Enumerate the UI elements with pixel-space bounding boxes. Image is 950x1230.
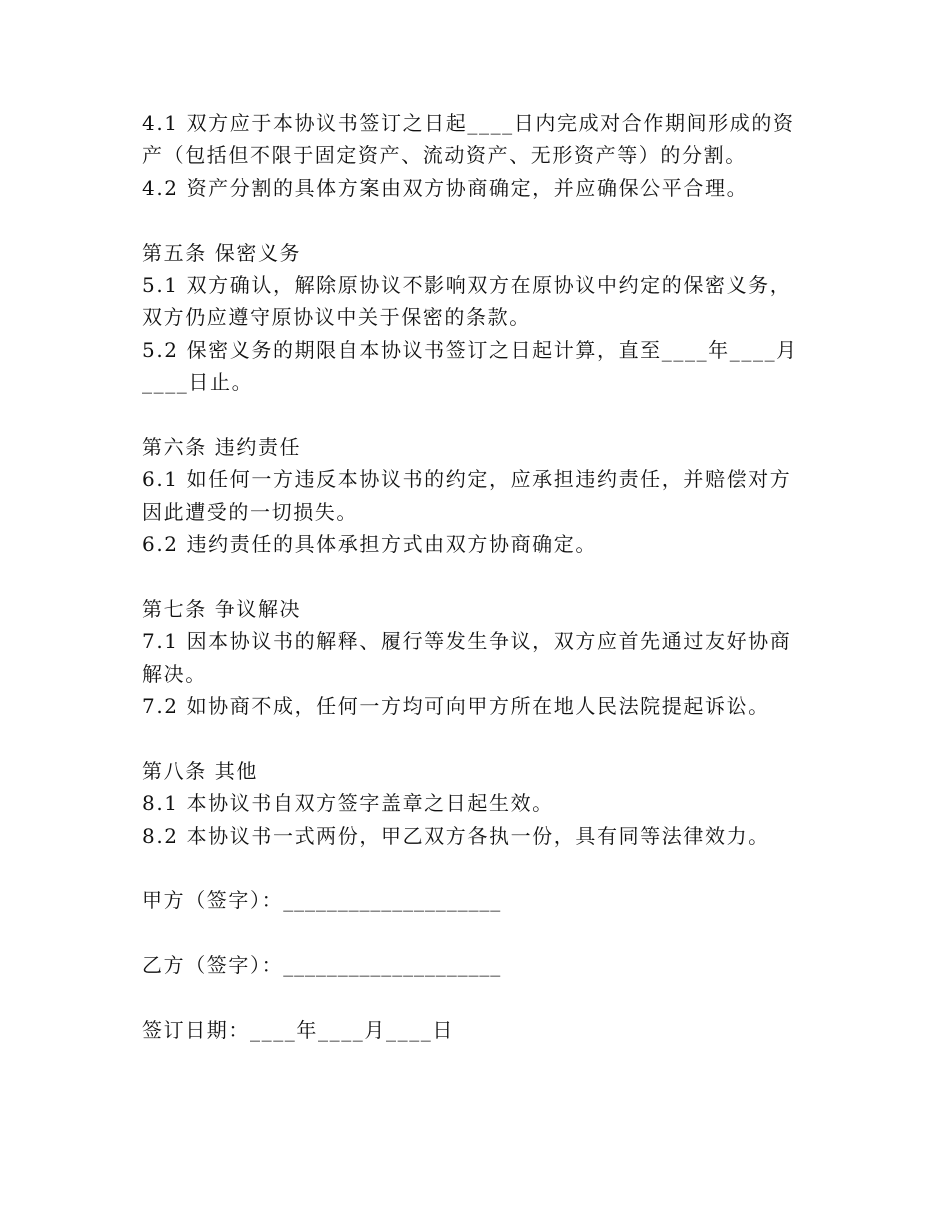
paragraph-gap <box>142 399 950 431</box>
clause-4-1-line-1: 4.1 双方应于本协议书签订之日起____日内完成对合作期间形成的资 <box>142 111 795 135</box>
party-b-signature-blank: ____________________ <box>283 953 502 978</box>
clause-4-1-line-2: 产（包括但不限于固定资产、流动资产、无形资产等）的分割。 <box>142 143 747 168</box>
article-6-heading: 第六条 违约责任 <box>142 434 302 459</box>
party-a-signature-blank: ____________________ <box>283 888 502 913</box>
clause-6-1-line-2: 因此遭受的一切损失。 <box>142 499 358 524</box>
party-a-signature-line <box>142 884 950 916</box>
party-b-signature-label: 乙方（签字）： <box>142 953 284 978</box>
signing-date-line <box>142 1014 950 1046</box>
article-5-heading: 第五条 保密义务 <box>142 240 302 265</box>
clause-6-1-line-1: 6.1 如任何一方违反本协议书的约定，应承担违约责任，并赔偿对方 <box>142 467 792 492</box>
paragraph-gap <box>142 917 950 949</box>
signing-date-value: ____年____月____日 <box>250 1017 454 1042</box>
clause-7-1-line-2: 解决。 <box>142 661 207 686</box>
paragraph-gap <box>142 560 950 592</box>
clause-6-2-line-1: 6.2 违约责任的具体承担方式由双方协商确定。 <box>142 532 597 557</box>
party-b-signature-line <box>142 949 950 981</box>
paragraph-gap <box>142 852 950 884</box>
signing-date-label: 签订日期： <box>142 1017 250 1042</box>
clause-8-1-line-1: 8.1 本协议书自双方签字盖章之日起生效。 <box>142 791 554 816</box>
clause-8-2-line-1: 8.2 本协议书一式两份，甲乙双方各执一份，具有同等法律效力。 <box>142 823 770 848</box>
paragraph-gap <box>142 722 950 754</box>
clause-5-1-line-2: 双方仍应遵守原协议中关于保密的条款。 <box>142 305 531 330</box>
party-a-signature-label: 甲方（签字）： <box>142 888 284 913</box>
article-7-heading: 第七条 争议解决 <box>142 596 302 621</box>
clause-7-1-line-1: 7.1 因本协议书的解释、履行等发生争议，双方应首先通过友好协商 <box>142 629 792 654</box>
clause-4-2-line-1: 4.2 资产分割的具体方案由双方协商确定，并应确保公平合理。 <box>142 175 749 200</box>
paragraph-gap <box>142 982 950 1014</box>
clause-5-2-line-1: 5.2 保密义务的期限自本协议书签订之日起计算，直至____年____月 <box>142 337 798 362</box>
clause-5-1-line-1: 5.1 双方确认，解除原协议不影响双方在原协议中约定的保密义务， <box>142 272 792 297</box>
clause-5-2-line-2: ____日止。 <box>142 370 254 395</box>
article-8-heading: 第八条 其他 <box>142 758 258 783</box>
clause-7-2-line-1: 7.2 如协商不成，任何一方均可向甲方所在地人民法院提起诉讼。 <box>142 694 770 719</box>
paragraph-gap <box>142 204 950 236</box>
